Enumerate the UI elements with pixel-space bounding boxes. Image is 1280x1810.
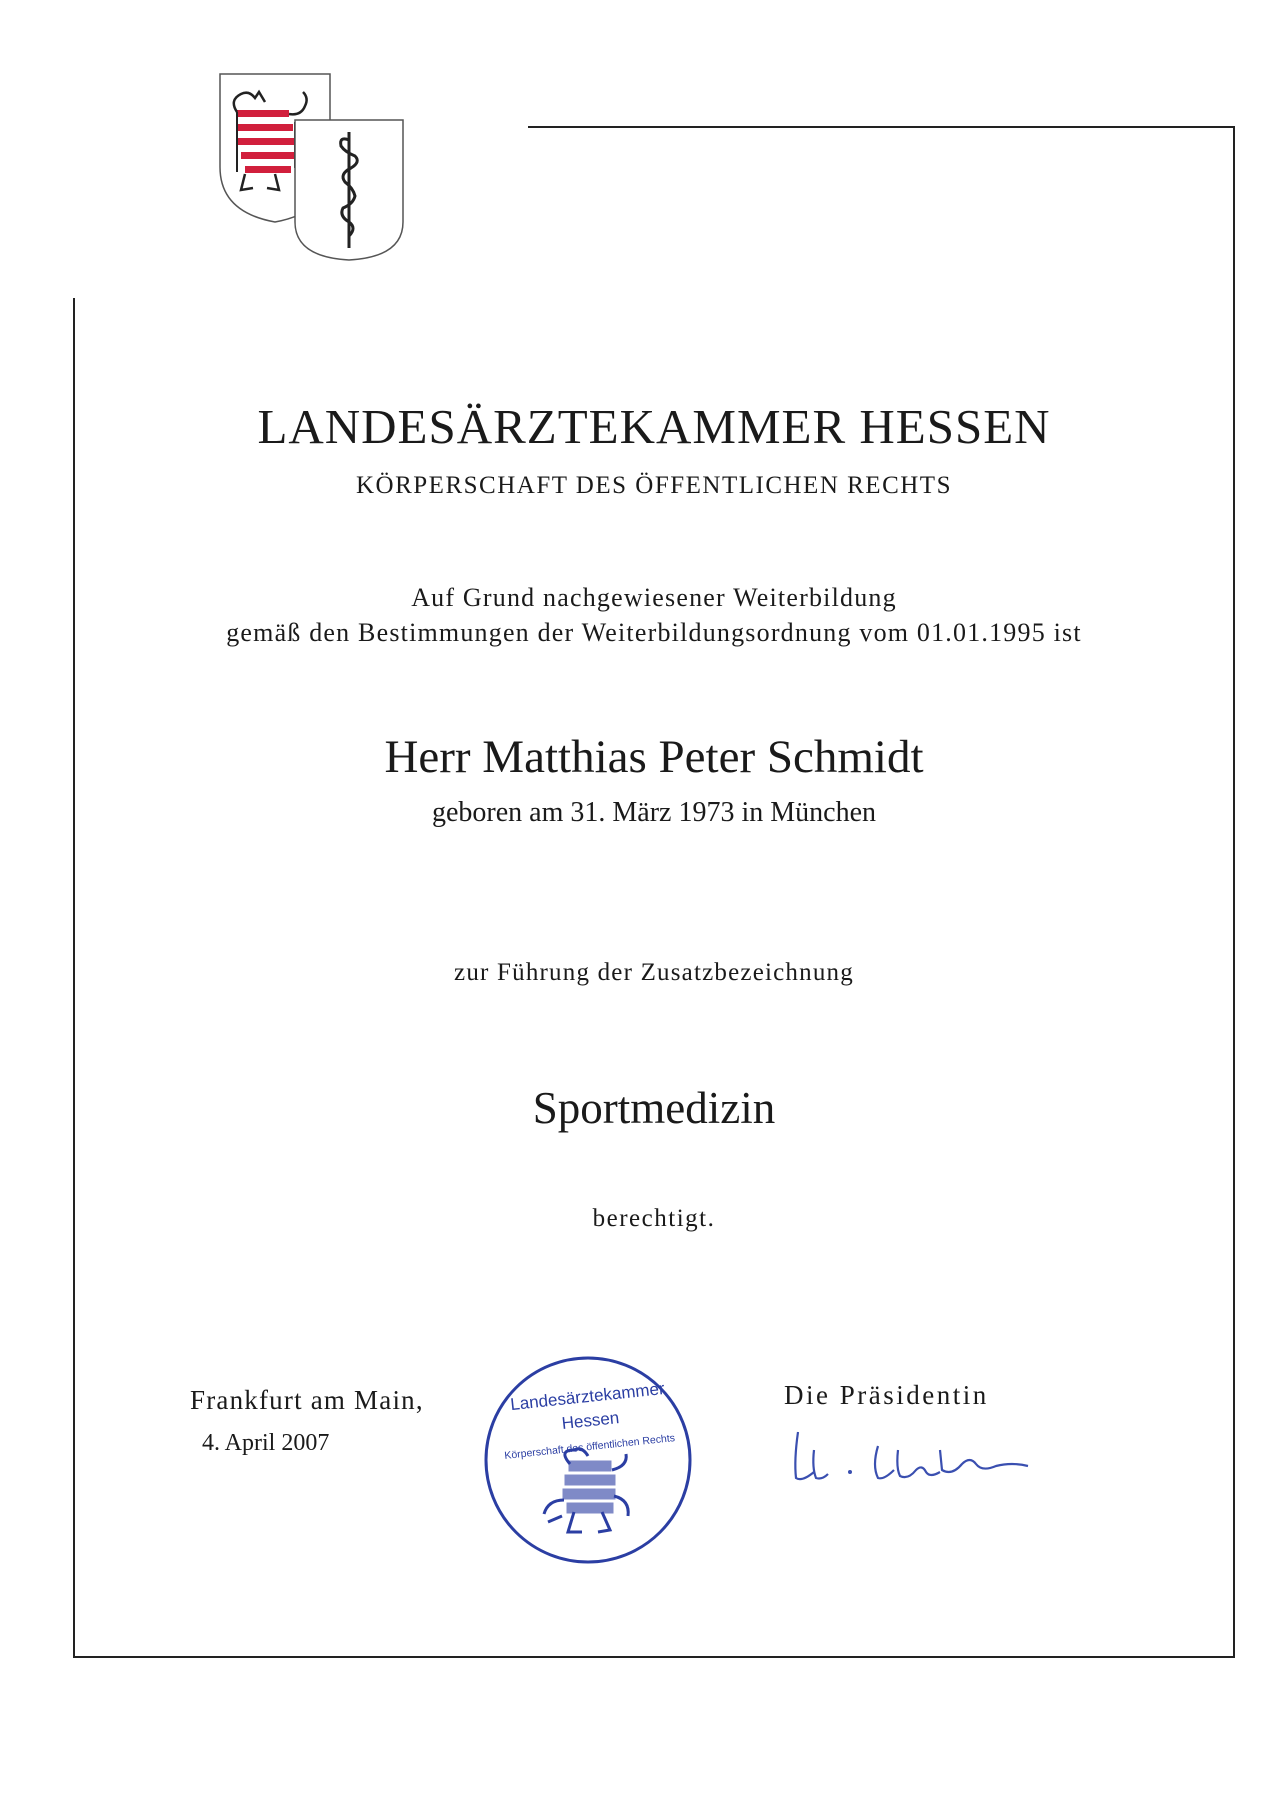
stamp-line-2: Hessen <box>560 1408 621 1433</box>
frame-bottom-rule <box>73 1656 1235 1658</box>
stamp-lion-icon <box>544 1449 628 1532</box>
place-text: Frankfurt am Main, <box>190 1385 424 1415</box>
specialty-title: Sportmedizin <box>532 1083 776 1133</box>
signature-role: Die Präsidentin <box>784 1380 989 1410</box>
official-stamp <box>478 1350 698 1570</box>
entitled-line: berechtigt. <box>592 1205 716 1232</box>
frame-right-rule <box>1233 126 1235 1658</box>
intro-line-2: gemäß den Bestimmungen der Weiterbildungsordnung vom 01.01.1995 ist <box>226 618 1082 647</box>
frame-top-rule <box>528 126 1235 128</box>
usage-line: zur Führung der Zusatzbezeichnung <box>454 959 854 986</box>
organization-title: LANDESÄRZTEKAMMER HESSEN <box>257 399 1051 454</box>
stamp-line-3: Körperschaft des öffentlichen Rechts <box>503 1432 676 1462</box>
date-text: 4. April 2007 <box>202 1430 330 1456</box>
crest-logo <box>215 72 415 262</box>
handwritten-signature <box>790 1420 1070 1500</box>
organization-subtitle: KÖRPERSCHAFT DES ÖFFENTLICHEN RECHTS <box>356 472 952 499</box>
person-name: Herr Matthias Peter Schmidt <box>384 731 924 783</box>
hessen-lion-crest-icon <box>215 72 415 262</box>
stamp-line-1: Landesärztekammer <box>509 1378 666 1415</box>
birth-line: geboren am 31. März 1973 in München <box>432 797 876 828</box>
intro-line-1: Auf Grund nachgewiesener Weiterbildung <box>411 583 897 612</box>
